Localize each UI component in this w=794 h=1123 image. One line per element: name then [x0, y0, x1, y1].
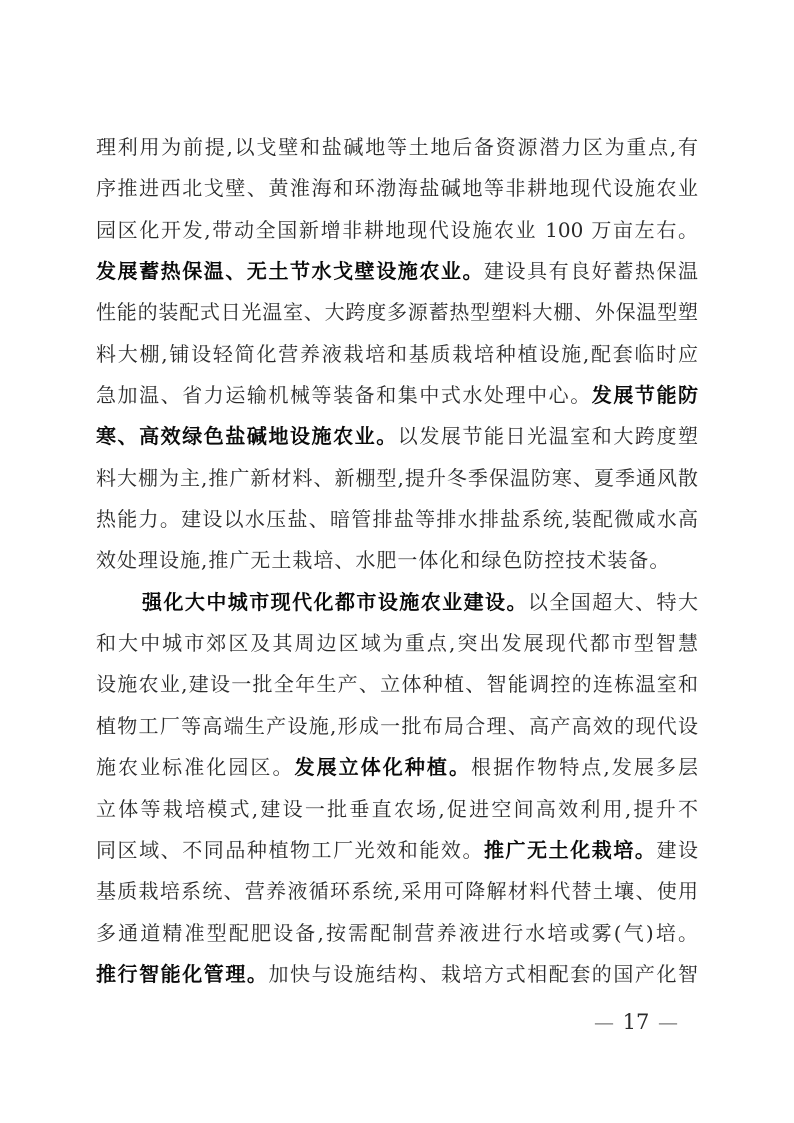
text-segment: 理利用为前提,以戈壁和盐碱地等土地后备资源潜力区为重点,有	[96, 135, 698, 159]
text-segment: 立体等栽培模式,建设一批垂直农场,促进空间高效利用,提升不	[96, 796, 698, 821]
bold-heading-segment: 强化大中城市现代化都市设施农业建设。	[142, 589, 528, 614]
page-number-value: 17	[622, 1009, 650, 1034]
text-line	[96, 499, 698, 540]
page-number-dash-right: —	[657, 1010, 678, 1034]
text-segment: 和大中城市郊区及其周边区域为重点,突出发展现代都市型智慧	[96, 631, 698, 656]
bold-heading-segment: 寒、高效绿色盐碱地设施农业。	[96, 424, 398, 449]
text-line	[96, 623, 698, 664]
text-line	[96, 375, 698, 416]
text-line	[96, 954, 698, 995]
text-line	[96, 416, 698, 457]
text-segment: 热能力。建设以水压盐、暗管排盐等排水排盐系统,装配微咸水高	[96, 507, 698, 532]
text-line	[96, 871, 698, 912]
text-segment: 以发展节能日光温室和大跨度塑	[397, 424, 698, 449]
bold-heading-segment: 发展立体化种植。	[294, 755, 472, 780]
text-line	[96, 664, 698, 705]
text-segment: 园区化开发,带动全国新增非耕地现代设施农业 100 万亩左右。	[96, 217, 698, 242]
text-segment: 性能的装配式日光温室、大跨度多源蓄热型塑料大棚、外保温型塑	[96, 300, 698, 325]
text-line	[96, 334, 698, 375]
text-segment: 以全国超大、特大	[527, 589, 698, 614]
text-line	[96, 706, 698, 747]
text-line	[96, 789, 698, 830]
bold-heading-segment: 推行智能化管理。	[96, 961, 269, 986]
text-line	[96, 458, 698, 499]
text-segment: 设施农业,建设一批全年生产、立体种植、智能调控的连栋温室和	[96, 672, 698, 697]
document-text	[96, 127, 698, 995]
text-line	[96, 168, 698, 209]
text-segment: 施农业标准化园区。	[96, 755, 295, 780]
text-segment: 加快与设施结构、栽培方式相配套的国产化智	[268, 961, 698, 986]
page-number-dash-left: —	[594, 1010, 614, 1034]
text-segment: 植物工厂等高端生产设施,形成一批布局合理、高产高效的现代设	[96, 713, 698, 738]
text-segment: 多通道精准型配肥设备,按需配制营养液进行水培或雾(气)培。	[96, 920, 698, 945]
bold-heading-segment: 推广无土化栽培。	[484, 837, 657, 862]
text-segment: 料大棚,铺设轻简化营养液栽培和基质栽培种植设施,配套临时应	[96, 341, 698, 366]
text-segment: 根据作物特点,发展多层	[471, 755, 698, 780]
bold-heading-segment: 发展节能防	[591, 383, 698, 408]
text-line	[96, 292, 698, 333]
text-line	[96, 830, 698, 871]
text-line	[96, 582, 698, 623]
text-segment: 基质栽培系统、营养液循环系统,采用可降解材料代替土壤、使用	[96, 879, 698, 904]
text-segment: 同区域、不同品种植物工厂光效和能效。	[96, 837, 484, 862]
text-segment: 序推进西北戈壁、黄淮海和环渤海盐碱地等非耕地现代设施农业	[96, 176, 698, 201]
text-line	[96, 251, 698, 292]
text-line	[96, 747, 698, 788]
text-line	[96, 540, 698, 581]
text-segment: 建设具有良好蓄热保温	[484, 259, 698, 284]
text-segment: 效处理设施,推广无土栽培、水肥一体化和绿色防控技术装备。	[96, 548, 671, 573]
text-line	[96, 127, 698, 168]
text-segment: 料大棚为主,推广新材料、新棚型,提升冬季保温防寒、夏季通风散	[96, 465, 698, 490]
text-line	[96, 913, 698, 954]
page-number	[594, 1008, 678, 1036]
text-segment: 急加温、省力运输机械等装备和集中式水处理中心。	[96, 383, 592, 408]
bold-heading-segment: 发展蓄热保温、无土节水戈壁设施农业。	[96, 259, 484, 284]
text-line	[96, 210, 698, 251]
text-segment: 建设	[656, 837, 698, 862]
